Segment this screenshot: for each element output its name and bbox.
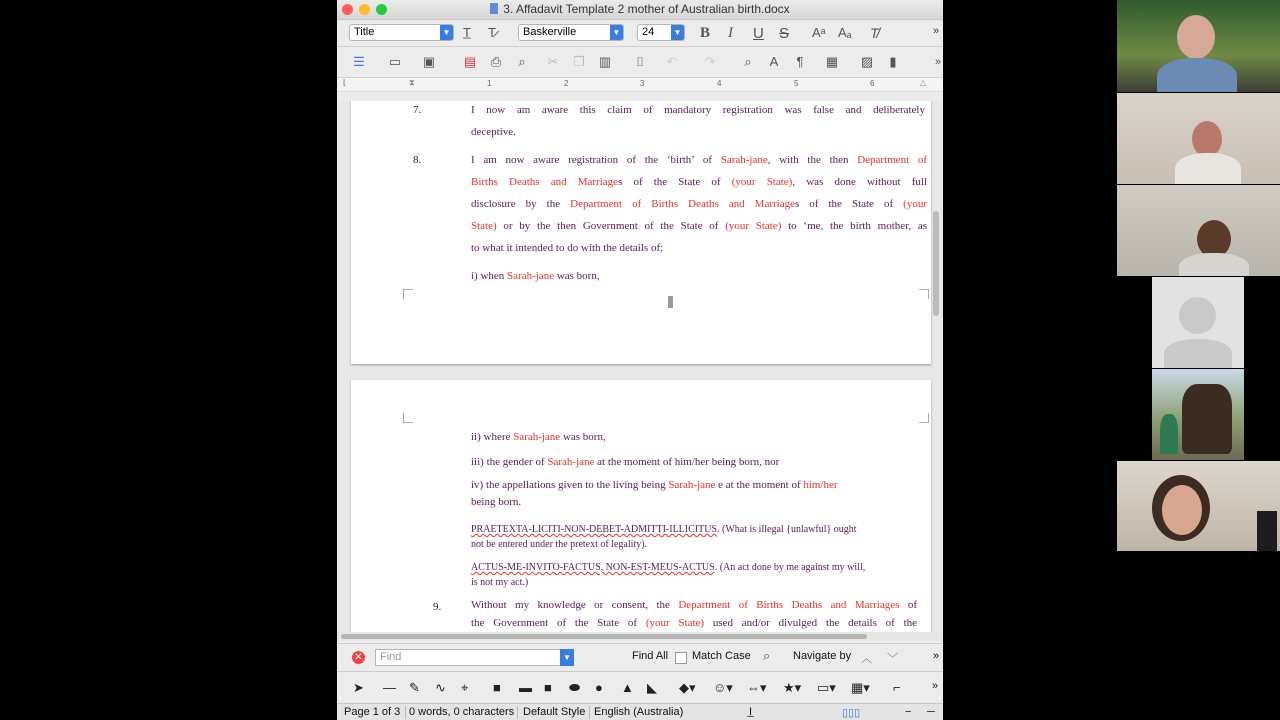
zoom-slider[interactable]: ─	[927, 706, 935, 718]
chevron-down-icon[interactable]: ▼	[560, 649, 574, 666]
text-line: Births Deaths and Marriages of the State of (your State), was done without full	[471, 176, 928, 188]
polygon-icon[interactable]: ⌖	[461, 680, 469, 695]
horizontal-ruler[interactable]	[337, 78, 943, 92]
avatar-body	[1175, 153, 1241, 184]
basic-shapes-icon[interactable]: ◆▾	[679, 680, 696, 695]
text-line: State) or by the then Government of the State of (your State) to ‘me, the birth mother, as	[471, 220, 927, 232]
toolbar-overflow-icon[interactable]: »	[933, 650, 940, 662]
scrollbar-thumb[interactable]	[341, 634, 867, 639]
indent-marker-icon[interactable]: ⧗	[409, 78, 415, 87]
curve-icon[interactable]: ∿	[435, 680, 446, 695]
avatar	[1177, 15, 1215, 59]
paragraph-number: 9.	[433, 601, 442, 613]
stars-icon[interactable]: ★▾	[783, 680, 802, 695]
rounded-rectangle-icon[interactable]: ▬	[519, 680, 532, 695]
participant-video-6[interactable]	[1117, 461, 1280, 551]
participant-video-4[interactable]	[1152, 277, 1244, 368]
insert-mode-icon[interactable]: I̲	[749, 706, 753, 718]
pen-icon[interactable]: ✎	[409, 680, 420, 695]
title-bar	[337, 0, 943, 20]
block-arrows-icon[interactable]: ⇔▾	[747, 680, 767, 695]
callouts-icon[interactable]: ▭▾	[817, 680, 836, 695]
window-title: 3. Affadavit Template 2 mother of Australian birth.docx	[337, 2, 943, 16]
match-case-checkbox[interactable]	[675, 652, 687, 664]
formatting-marks-icon[interactable]: ¶	[796, 54, 804, 69]
paragraph-7[interactable]	[471, 101, 925, 143]
document-icon	[490, 3, 498, 14]
subscript-icon[interactable]: Aₐ	[838, 25, 852, 40]
view-layout-icon[interactable]: ▯▯▯	[842, 707, 861, 719]
clear-formatting-icon[interactable]: T̸	[870, 25, 879, 41]
horizontal-scrollbar[interactable]	[337, 632, 943, 641]
symbol-shapes-icon[interactable]: ☺▾	[713, 680, 733, 695]
toolbar-overflow-icon[interactable]: »	[932, 680, 939, 692]
page-count[interactable]: Page 1 of 3	[344, 706, 401, 718]
list-item[interactable]: i) when Sarah-jane was born,	[471, 270, 600, 282]
text-line: the Government of the State of (your State) used and/or divulged the details of the	[471, 617, 918, 629]
writer-window	[337, 0, 943, 720]
print-preview-icon[interactable]: ⌕	[518, 54, 526, 69]
text-line: iv) the appellations given to the living being Sarah-jane e at the moment of him/her	[471, 479, 838, 491]
font-name-select[interactable]: Baskerville ▼	[518, 24, 624, 41]
paragraph-number: 7.	[413, 104, 422, 116]
text-line: I am now aware registration of the ‘birth’ of Sarah-jane, with the then Department of	[471, 154, 927, 166]
chevron-down-icon[interactable]: ▼	[610, 25, 623, 40]
italic-button[interactable]: I	[728, 25, 733, 41]
ruler-tick: 6	[870, 79, 875, 88]
participant-video-5[interactable]	[1152, 369, 1244, 460]
underline-button[interactable]: U	[753, 25, 764, 42]
print-icon[interactable]: ⎙	[490, 54, 502, 69]
insert-image-icon[interactable]: ▨	[860, 54, 874, 69]
language[interactable]: English (Australia)	[594, 706, 684, 718]
text-line: not be entered under the pretext of legality).	[471, 539, 648, 550]
person-figure	[1160, 414, 1178, 454]
paragraph-9[interactable]	[471, 596, 917, 632]
open-folder-icon[interactable]: ▭	[388, 54, 402, 69]
find-input[interactable]: Find	[375, 649, 574, 666]
paragraph-8[interactable]	[471, 149, 927, 259]
avatar-placeholder-icon	[1179, 297, 1216, 334]
cut-icon[interactable]: ✂	[547, 54, 559, 69]
text-line: to what it intended to do with the details of;	[471, 242, 664, 254]
spelling-icon[interactable]: A	[769, 54, 779, 69]
avatar	[1192, 121, 1222, 157]
copy-icon[interactable]: ❐	[573, 54, 585, 69]
toolbar-overflow-icon[interactable]: »	[934, 56, 942, 68]
new-style-icon[interactable]: T̷	[488, 25, 496, 40]
chevron-down-icon[interactable]: ▼	[440, 25, 453, 40]
tab-stop-icon[interactable]: ⌊	[343, 78, 347, 87]
paragraph-style-select[interactable]: Title ▼	[349, 24, 454, 41]
match-case-label: Match Case	[692, 650, 751, 662]
separator	[405, 706, 406, 719]
rectangle-icon[interactable]: ■	[493, 680, 501, 695]
undo-icon[interactable]: ↶	[666, 54, 678, 69]
avatar-body	[1164, 339, 1232, 368]
ellipse-icon[interactable]: ⬬	[569, 680, 581, 695]
select-pointer-icon[interactable]: ➤	[353, 680, 364, 695]
paste-icon[interactable]: ▥	[598, 54, 612, 69]
text-line: is not my act.)	[471, 577, 529, 588]
horse-image	[1182, 384, 1232, 454]
insert-table-icon[interactable]: ▦	[825, 54, 839, 69]
ruler-tick: 4	[717, 79, 722, 88]
superscript-icon[interactable]: Aᵃ	[812, 25, 826, 40]
find-replace-icon[interactable]: ⌕	[744, 54, 752, 69]
ruler-tick: 1	[487, 79, 492, 88]
formatting-toolbar	[337, 20, 943, 47]
ruler-tick: 2	[564, 79, 569, 88]
find-options-icon[interactable]: ⌕	[763, 648, 771, 663]
status-bar	[337, 703, 943, 720]
avatar	[1162, 485, 1202, 535]
clone-formatting-icon[interactable]: ⌷	[636, 54, 644, 69]
avatar-body	[1157, 58, 1237, 92]
avatar-body	[1179, 253, 1249, 276]
chevron-down-icon[interactable]: ▼	[671, 25, 684, 40]
circle-icon[interactable]: ●	[595, 680, 603, 695]
points-icon[interactable]: ⌐	[893, 680, 901, 695]
sidebar-icon[interactable]: ☰	[353, 54, 365, 69]
scrollbar-thumb[interactable]	[933, 211, 939, 316]
text-line: PRAETEXTA-LICITI-NON-DEBET-ADMITTI-ILLICITUS. (What is illegal {unlawful} ought	[471, 524, 857, 535]
insert-chart-icon[interactable]: ▮	[889, 54, 897, 69]
flowchart-icon[interactable]: ▦▾	[851, 680, 870, 695]
participant-video-2[interactable]	[1117, 93, 1280, 184]
separator	[517, 706, 518, 719]
background-object	[1257, 511, 1277, 551]
text-line: I now am aware this claim of mandatory registration was false and deliberately	[471, 104, 925, 116]
crop-mark	[403, 413, 413, 423]
list-item[interactable]: ii) where Sarah-jane was born,	[471, 431, 606, 443]
drawing-toolbar	[337, 671, 943, 702]
participant-video-1[interactable]	[1117, 0, 1280, 92]
document-area[interactable]	[337, 101, 943, 632]
paragraph-number: 8.	[413, 154, 422, 166]
font-size-select[interactable]: 24 ▼	[637, 24, 685, 41]
redo-icon[interactable]: ↷	[704, 54, 716, 69]
crop-mark	[919, 289, 929, 299]
zoom-out-icon[interactable]: −	[905, 706, 912, 718]
participant-video-3[interactable]	[1117, 185, 1280, 276]
separator	[589, 706, 590, 719]
triangle-icon[interactable]: ▲	[621, 680, 634, 695]
list-item[interactable]: iii) the gender of Sarah-jane at the moment of him/her being born, nor	[471, 456, 780, 468]
chevron-down-icon[interactable]: ﹀	[887, 653, 898, 665]
latin-maxim[interactable]	[471, 560, 921, 590]
standard-toolbar	[337, 47, 943, 78]
crop-mark	[403, 289, 413, 299]
text-line: Without my knowledge or consent, the Department of Births Deaths and Marriages of	[471, 599, 917, 611]
ruler-tick: 5	[794, 79, 799, 88]
text-line: ACTUS-ME-INVITO-FACTUS, NON-EST-MEUS-ACTUS. (An act done by me against my will,	[471, 562, 866, 573]
latin-maxim[interactable]	[471, 522, 921, 552]
save-icon[interactable]: ▣	[422, 54, 436, 69]
navigate-by-label: Navigate by	[793, 650, 852, 662]
ruler-tick: 3	[640, 79, 645, 88]
update-style-icon[interactable]: T̲	[463, 25, 471, 40]
export-pdf-icon[interactable]: ▤	[463, 54, 477, 69]
list-item[interactable]	[471, 477, 921, 511]
page-style[interactable]: Default Style	[523, 706, 586, 718]
text-line: disclosure by the Department of Births Deaths and Marriages of the State of (your	[471, 198, 927, 210]
square-icon[interactable]: ■	[544, 680, 552, 695]
toolbar-overflow-icon[interactable]: »	[933, 25, 940, 37]
find-toolbar	[337, 643, 943, 671]
chevron-up-icon[interactable]: ︿	[861, 653, 872, 665]
find-all-button[interactable]: Find All	[632, 650, 669, 662]
text-line: being born.	[471, 496, 522, 508]
close-find-button[interactable]: ✕	[352, 651, 365, 664]
word-count[interactable]: 0 words, 0 characters	[409, 706, 515, 718]
crop-mark	[919, 413, 929, 423]
text-cursor	[668, 296, 673, 308]
text-line: deceptive.	[471, 126, 516, 138]
right-triangle-icon[interactable]: ◣	[647, 680, 657, 695]
strikethrough-button[interactable]: S	[779, 25, 790, 42]
bold-button[interactable]: B	[700, 25, 711, 41]
vertical-scrollbar[interactable]	[930, 101, 941, 632]
line-icon[interactable]: —	[383, 680, 396, 695]
right-indent-marker-icon[interactable]: △	[920, 78, 927, 87]
